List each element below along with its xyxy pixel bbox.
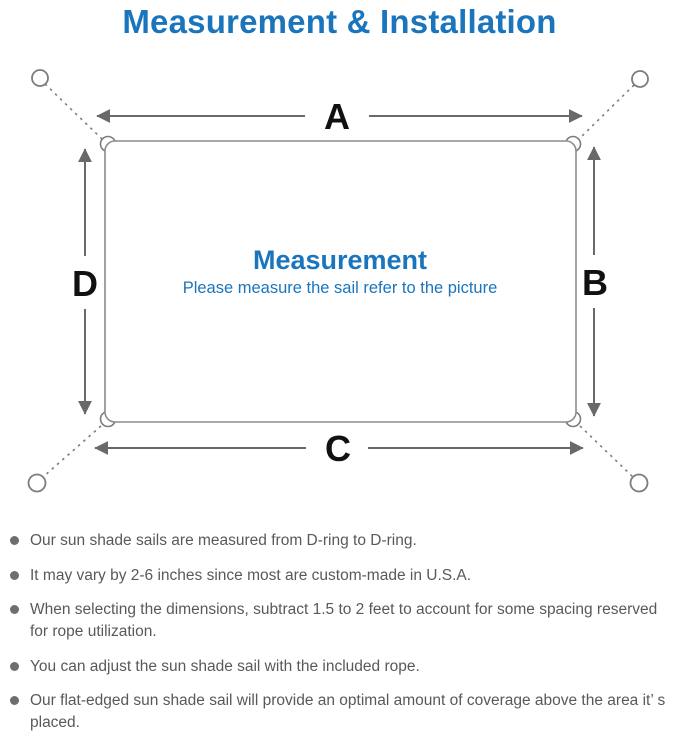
- note-item: [8, 565, 670, 587]
- note-text: When selecting the dimensions, subtract 1.5 to 2 feet to account for some spacing reserved for rope utilization.: [30, 601, 658, 641]
- bullet-dot-icon: [10, 696, 19, 705]
- dimension-label-d: D: [72, 263, 98, 304]
- note-text: You can adjust the sun shade sail with the included rope.: [30, 657, 420, 675]
- note-item: [8, 690, 670, 733]
- diagram-center-title: Measurement: [252, 245, 428, 275]
- note-item: [8, 599, 670, 642]
- bullet-dot-icon: [10, 536, 19, 545]
- anchor-ring-bottom-right-icon: [631, 475, 648, 492]
- dimension-label-a: A: [324, 96, 350, 137]
- rope-line-top-left: [45, 84, 102, 139]
- note-text: It may vary by 2-6 inches since most are custom-made in U.S.A.: [30, 566, 472, 584]
- rope-line-top-right: [579, 85, 634, 139]
- note-text: Our sun shade sails are measured from D-ring to D-ring.: [30, 532, 417, 549]
- note-text: Our flat-edged sun shade sail will provide an optimal amount of coverage above the area it’ s placed.: [30, 692, 666, 732]
- rope-line-bottom-left: [43, 426, 101, 477]
- anchor-ring-bottom-left-icon: [29, 475, 46, 492]
- rope-line-bottom-right: [580, 426, 633, 477]
- dimension-label-c: C: [325, 428, 351, 469]
- bullet-dot-icon: [10, 571, 19, 580]
- bullet-dot-icon: [10, 605, 19, 614]
- bullet-dot-icon: [10, 662, 19, 671]
- notes-list: [8, 530, 670, 739]
- dimension-label-b: B: [582, 262, 608, 303]
- diagram-center-subtitle: Please measure the sail refer to the picture: [182, 279, 498, 297]
- note-item: [8, 656, 670, 678]
- anchor-ring-top-right-icon: [632, 71, 648, 87]
- anchor-ring-top-left-icon: [32, 70, 48, 86]
- note-item: [8, 530, 670, 552]
- page-title: Measurement & Installation: [122, 3, 557, 40]
